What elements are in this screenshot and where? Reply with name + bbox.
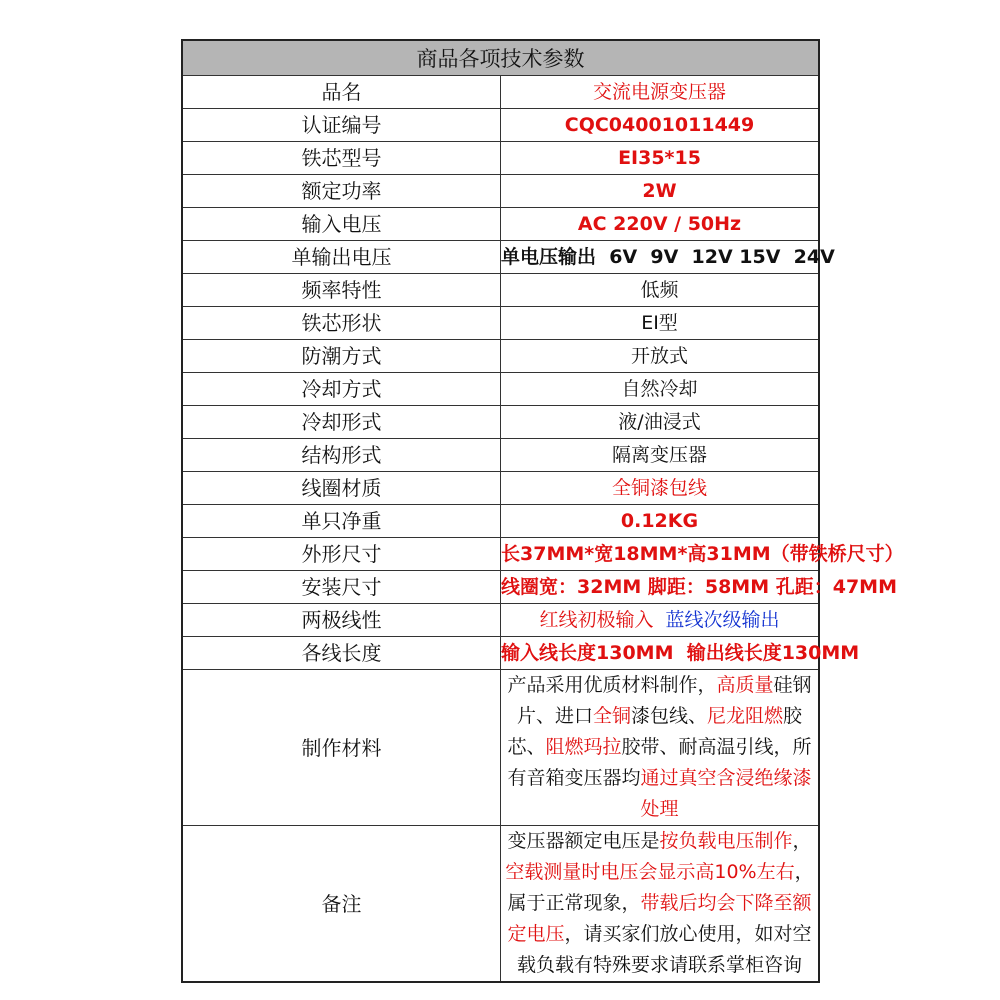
text-segment: 带载后均会下降至额定电压 [507,892,812,945]
row-value-core-shape: EI型 [501,307,820,340]
text-segment: 胶芯、 [507,705,803,758]
text-segment: 阻燃玛拉 [545,736,622,758]
row-value-net-weight: 0.12KG [501,505,820,538]
row-label-structure: 结构形式 [182,439,501,472]
row-value-cert-no: CQC04001011449 [501,109,820,142]
row-value-cooling-method: 自然冷却 [501,373,820,406]
table-row [182,670,819,826]
row-label-cooling-form: 冷却形式 [182,406,501,439]
row-label-input-voltage: 输入电压 [182,208,501,241]
row-label-core-model: 铁芯型号 [182,142,501,175]
table-row [182,241,819,274]
table-row [182,307,819,340]
text-segment: 全铜 [592,705,631,727]
table-row [182,109,819,142]
row-value-polarity [501,604,820,637]
row-label-cooling-method: 冷却方式 [182,373,501,406]
table-row [182,472,819,505]
text-segment: 通过真空含浸绝缘漆处理 [640,767,812,820]
text-segment: ， [792,830,812,852]
row-value-materials [501,670,820,826]
table-row [182,175,819,208]
table-row [182,604,819,637]
row-label-frequency: 频率特性 [182,274,501,307]
spec-table [181,39,904,983]
table-title: 商品各项技术参数 [182,40,819,76]
text-segment: 尼龙阻燃 [707,705,784,727]
row-label-coil-material: 线圈材质 [182,472,501,505]
row-label-mounting: 安装尺寸 [182,571,501,604]
text-segment: 高质量 [716,674,774,696]
row-value-product-name: 交流电源变压器 [501,76,820,109]
table-row [182,826,819,983]
row-label-notes: 备注 [182,826,501,983]
row-value-rated-power: 2W [501,175,820,208]
row-value-output-voltage: 单电压输出 6V 9V 12V 15V 24V [501,241,820,274]
table-row [182,571,819,604]
row-label-cert-no: 认证编号 [182,109,501,142]
row-value-structure: 隔离变压器 [501,439,820,472]
text-segment: ，属于正常现象， [507,861,814,914]
row-value-notes [501,826,820,983]
row-value-cooling-form: 液/油浸式 [501,406,820,439]
row-value-wire-length: 输入线长度130MM 输出线长度130MM [501,637,820,670]
text-segment: 变压器额定电压是 [507,830,660,852]
table-row [182,505,819,538]
table-row [182,439,819,472]
row-label-net-weight: 单只净重 [182,505,501,538]
row-value-mounting: 线圈宽：32MM 脚距：58MM 孔距：47MM [501,571,820,604]
table-row [182,208,819,241]
table-row [182,76,819,109]
row-label-dimensions: 外形尺寸 [182,538,501,571]
table-row [182,274,819,307]
table-row [182,340,819,373]
row-value-dimensions: 长37MM*宽18MM*高31MM（带铁桥尺寸） [501,538,820,571]
red-wire-text: 红线初极输入 [539,609,654,631]
row-label-core-shape: 铁芯形状 [182,307,501,340]
row-label-rated-power: 额定功率 [182,175,501,208]
table-row [182,637,819,670]
row-value-core-model: EI35*15 [501,142,820,175]
row-label-polarity: 两极线性 [182,604,501,637]
text-segment: 产品采用优质材料制作， [507,674,717,696]
row-value-moisture: 开放式 [501,340,820,373]
row-label-wire-length: 各线长度 [182,637,501,670]
text-segment: ，请买家们放心使用，如对空载负载有特殊要求请联系掌柜咨询 [516,923,812,976]
row-label-product-name: 品名 [182,76,501,109]
text-segment: 胶带、耐高温引线，所有音箱变压器均 [507,736,812,789]
table-header-row [182,40,819,76]
row-label-moisture: 防潮方式 [182,340,501,373]
row-value-coil-material: 全铜漆包线 [501,472,820,505]
blue-wire-text: 蓝线次级输出 [665,609,780,631]
text-segment: 空载测量时电压会显示高10%左右 [505,861,795,883]
table-row [182,373,819,406]
row-label-output-voltage: 单输出电压 [182,241,501,274]
row-label-materials: 制作材料 [182,670,501,826]
text-segment: 硅钢片、进口 [516,674,812,727]
row-value-input-voltage: AC 220V / 50Hz [501,208,820,241]
table-row [182,538,819,571]
text-segment: 按负载电压制作 [659,830,793,852]
row-value-frequency: 低频 [501,274,820,307]
text-segment: 漆包线、 [630,705,707,727]
table-row [182,142,819,175]
table-row [182,406,819,439]
